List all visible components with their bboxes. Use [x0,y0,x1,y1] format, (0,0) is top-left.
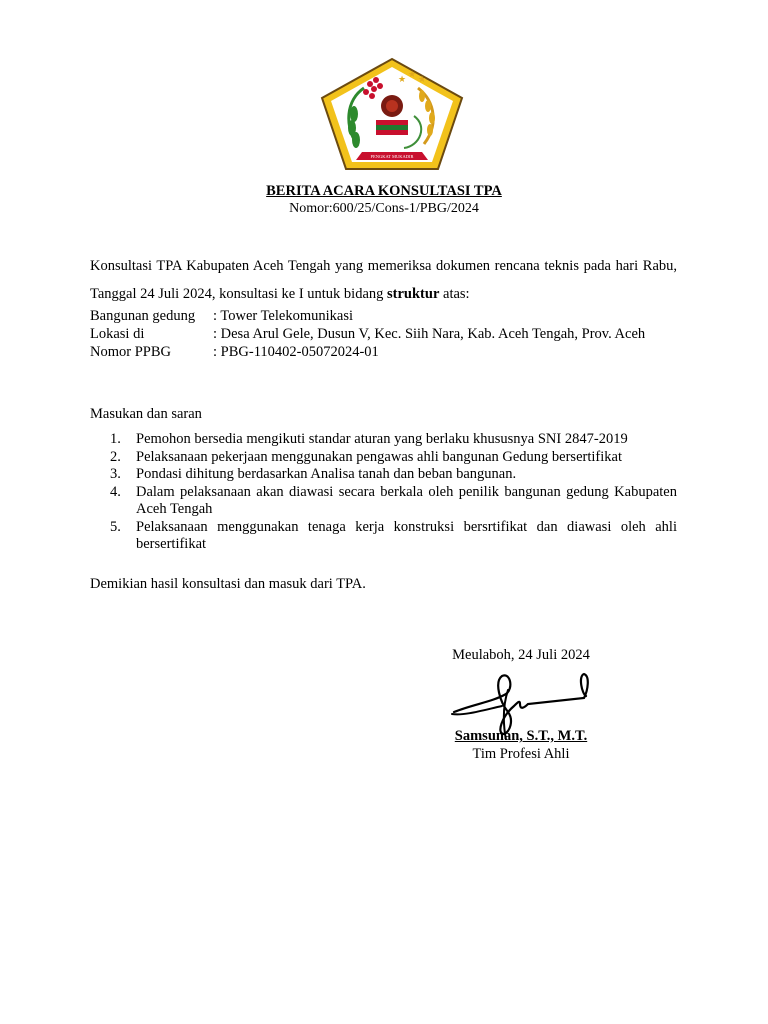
info-value: : PBG-110402-05072024-01 [213,344,379,360]
info-value: : Tower Telekomunikasi [213,308,353,324]
recommendation-list [90,431,677,554]
logo-ribbon-text: PENGKAT MUKADIR [370,154,414,159]
document-number: Nomor:600/25/Cons-1/PBG/2024 [289,201,479,216]
info-row [90,307,690,325]
list-item-number: 4. [110,483,121,500]
info-table [90,307,690,361]
list-item-text: Dalam pelaksanaan akan diawasi secara berkala oleh penilik bangunan gedung Kabupaten Aceh Tengah [136,483,677,517]
info-value: : Desa Arul Gele, Dusun V, Kec. Siih Nara, Kab. Aceh Tengah, Prov. Aceh [213,326,646,342]
svg-text:★: ★ [408,69,417,79]
list-item [90,519,677,554]
list-item-number: 1. [110,431,121,447]
intro-bold-word: struktur [387,286,440,302]
svg-text:★: ★ [418,74,427,84]
list-item [90,466,677,484]
svg-text:★: ★ [398,74,407,84]
list-item-text: Pemohon bersedia mengikuti standar aturan yang berlaku khususnya SNI 2847-2019 [136,431,628,447]
signer-name: Samsunan, S.T., M.T. [454,728,588,744]
info-label: Bangunan gedung [90,308,196,324]
masukan-heading: Masukan dan saran [90,406,202,422]
document-header [0,182,768,218]
info-row [90,343,690,361]
list-item [90,449,677,467]
intro-text-after: atas: [439,286,470,302]
regency-emblem-logo [318,56,466,174]
info-label: Nomor PPBG [90,344,171,360]
list-item-number: 2. [110,448,121,465]
sign-place-date: Meulaboh, 24 Juli 2024 [452,647,590,663]
list-item-number: 3. [110,466,121,482]
list-item [90,484,677,519]
list-item-text: Pondasi dihitung berdasarkan Analisa tanah dan beban bangunan. [136,466,517,482]
list-item-text: Pelaksanaan menggunakan tenaga kerja konstruksi bersrtifikat dan diawasi oleh ahli bersertifikat [136,518,677,552]
info-label: Lokasi di [90,326,145,342]
intro-paragraph [90,252,677,308]
intro-text-before: Konsultasi TPA Kabupaten Aceh Tengah yang memeriksa dokumen rencana teknis pada hari Rabu, Tanggal 24 Juli 2024, konsultasi ke I untuk bidang [90,258,677,302]
info-row [90,325,690,343]
closing-sentence: Demikian hasil konsultasi dan masuk dari TPA. [90,576,366,592]
document-title: BERITA ACARA KONSULTASI TPA [266,183,502,199]
list-item [90,431,677,449]
list-item-text: Pelaksanaan pekerjaan menggunakan pengawas ahli bangunan Gedung bersertifikat [136,448,622,465]
signer-role: Tim Profesi Ahli [472,746,570,762]
list-item-number: 5. [110,518,121,535]
